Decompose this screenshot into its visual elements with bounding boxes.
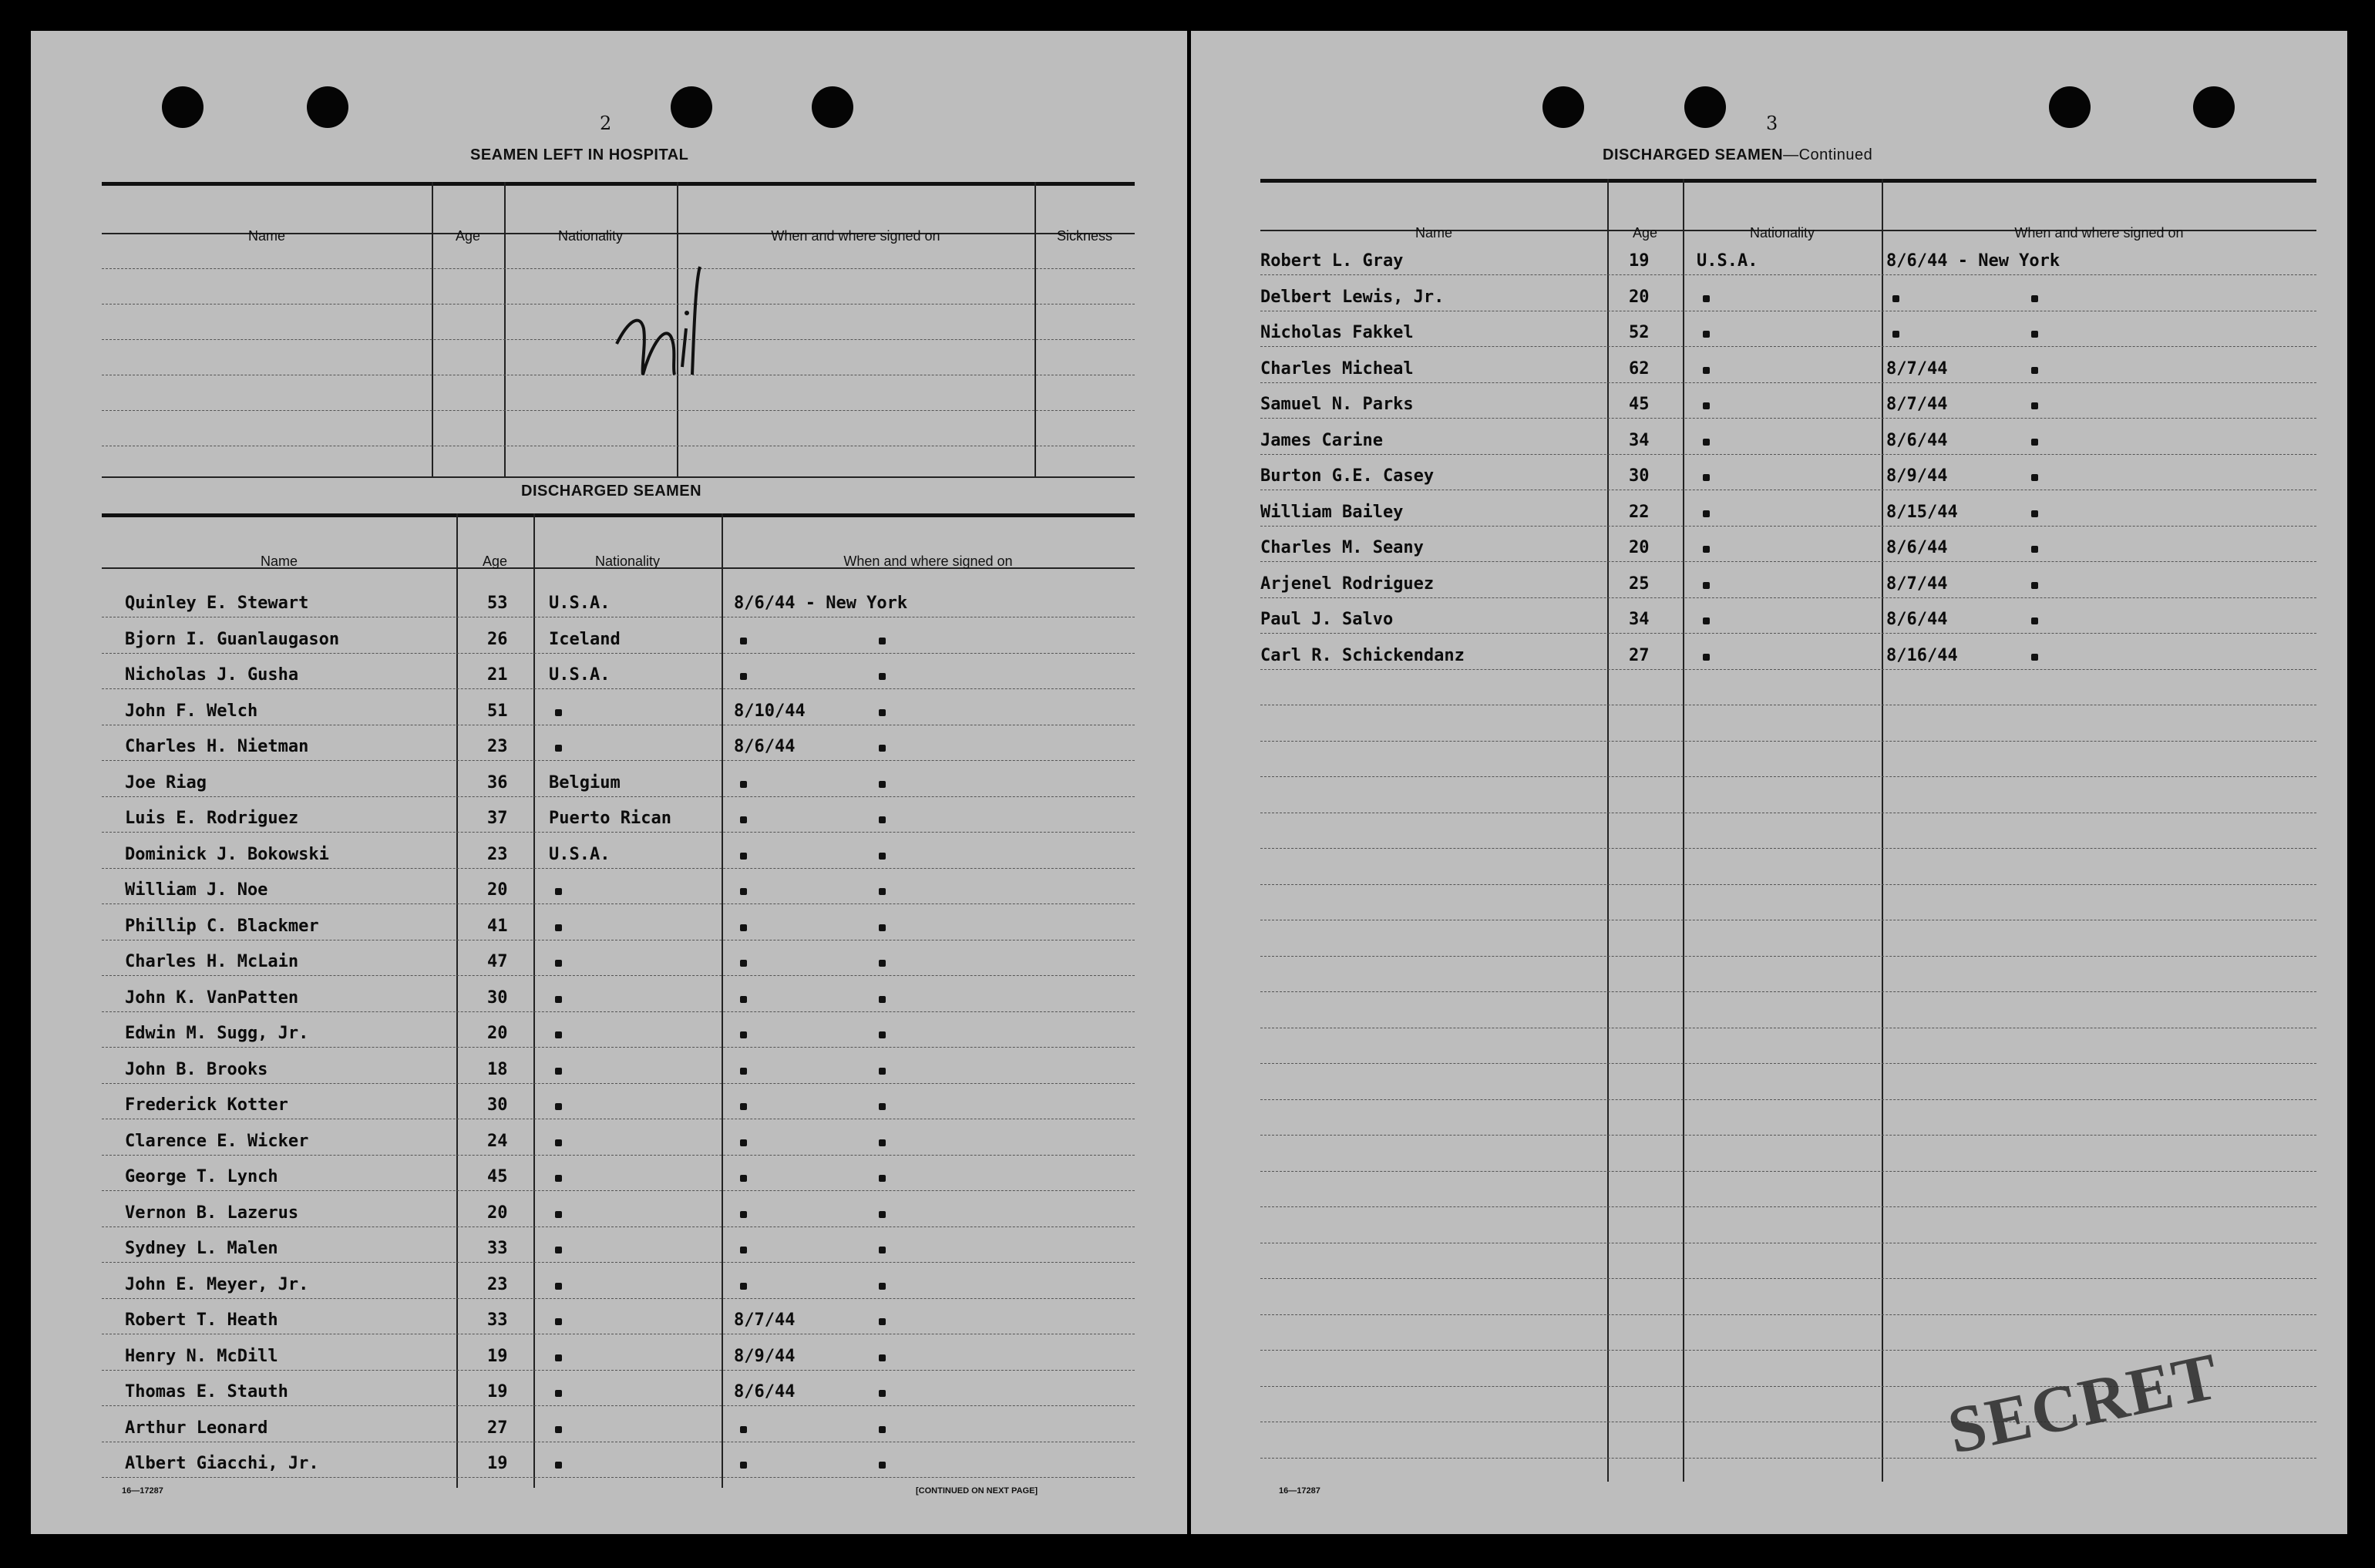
col-when-header: When and where signed on (771, 228, 940, 244)
cell-name: Quinley E. Stewart (125, 594, 309, 613)
cell-age: 26 (487, 629, 508, 649)
ditto-mark (879, 1031, 886, 1038)
form-number: 16—17287 (1279, 1486, 1320, 1496)
ditto-mark (2031, 402, 2038, 409)
cell-name: Henry N. McDill (125, 1346, 278, 1366)
cell-name: Nicholas Fakkel (1260, 323, 1414, 342)
continued-note: [CONTINUED ON NEXT PAGE] (916, 1486, 1038, 1496)
punch-hole (671, 86, 712, 128)
cell-when: 8/6/44 (734, 1382, 796, 1401)
cell-name: William J. Noe (125, 880, 268, 900)
ditto-mark (555, 924, 562, 931)
cell-when: 8/7/44 (1886, 574, 1948, 594)
ditto-mark (740, 996, 747, 1003)
cell-when: 8/6/44 (1886, 610, 1948, 629)
cell-age: 47 (487, 952, 508, 971)
cell-name: Vernon B. Lazerus (125, 1203, 299, 1223)
cell-name: Thomas E. Stauth (125, 1382, 288, 1401)
discharged-table-right (1260, 179, 2316, 1482)
cell-name: William Bailey (1260, 502, 1404, 522)
cell-name: Sydney L. Malen (125, 1239, 278, 1258)
cell-age: 37 (487, 809, 508, 828)
ditto-mark (555, 1462, 562, 1469)
cell-name: Charles M. Seany (1260, 538, 1424, 557)
cell-age: 36 (487, 772, 508, 792)
punch-hole (2193, 86, 2235, 128)
ditto-mark (555, 996, 562, 1003)
ditto-mark (1703, 617, 1710, 624)
form-number: 16—17287 (122, 1486, 163, 1496)
cell-age: 34 (1629, 430, 1650, 450)
cell-age: 53 (487, 594, 508, 613)
ditto-mark (1703, 367, 1710, 374)
col-name-header: Name (1415, 225, 1452, 241)
hospital-table (102, 182, 1135, 478)
page-number: 3 (1766, 113, 1778, 134)
cell-nat: U.S.A. (549, 665, 611, 685)
ditto-mark (1703, 331, 1710, 338)
cell-age: 25 (1629, 574, 1650, 594)
ditto-mark (2031, 654, 2038, 661)
ditto-mark (740, 673, 747, 680)
ditto-mark (1703, 582, 1710, 589)
ditto-mark (555, 709, 562, 716)
ditto-mark (879, 960, 886, 967)
ditto-mark (879, 888, 886, 895)
cell-age: 21 (487, 665, 508, 685)
ditto-mark (740, 1139, 747, 1146)
cell-name: Luis E. Rodriguez (125, 809, 299, 828)
cell-when: 8/6/44 (1886, 430, 1948, 450)
ditto-mark (740, 1211, 747, 1218)
cell-name: Charles H. McLain (125, 952, 299, 971)
cell-age: 18 (487, 1059, 508, 1079)
punch-hole (1542, 86, 1584, 128)
cell-when: 8/6/44 (734, 737, 796, 756)
cell-name: John E. Meyer, Jr. (125, 1274, 309, 1294)
ditto-mark (1703, 654, 1710, 661)
nil-handwritten-mark (609, 251, 732, 382)
ditto-mark (740, 638, 747, 644)
hospital-title: SEAMEN LEFT IN HOSPITAL (470, 146, 689, 163)
discharged-title: DISCHARGED SEAMEN (521, 483, 702, 500)
ditto-mark (555, 960, 562, 967)
ditto-mark (2031, 617, 2038, 624)
ditto-mark (740, 1103, 747, 1110)
cell-age: 23 (487, 1274, 508, 1294)
cell-when: 8/16/44 (1886, 645, 1958, 665)
cell-when: 8/10/44 (734, 701, 806, 721)
punch-hole (812, 86, 853, 128)
ditto-mark (740, 1283, 747, 1290)
cell-age: 33 (487, 1239, 508, 1258)
cell-when: 8/6/44 (1886, 538, 1948, 557)
ditto-mark (1703, 474, 1710, 481)
cell-age: 34 (1629, 610, 1650, 629)
ditto-mark (740, 924, 747, 931)
ditto-mark (2031, 295, 2038, 302)
ditto-mark (1703, 295, 1710, 302)
ditto-mark (2031, 582, 2038, 589)
cell-age: 52 (1629, 323, 1650, 342)
ditto-mark (2031, 546, 2038, 553)
ditto-mark (555, 1031, 562, 1038)
page-number: 2 (600, 113, 612, 134)
cell-age: 30 (487, 1095, 508, 1115)
ditto-mark (1892, 295, 1899, 302)
ditto-mark (555, 1211, 562, 1218)
discharged-table-left (102, 513, 1135, 1488)
cell-when: 8/7/44 (734, 1311, 796, 1330)
cell-age: 24 (487, 1131, 508, 1151)
cell-name: Paul J. Salvo (1260, 610, 1394, 629)
cell-name: James Carine (1260, 430, 1383, 450)
ditto-mark (555, 1390, 562, 1397)
cell-name: Arjenel Rodriguez (1260, 574, 1435, 594)
cell-when: 8/6/44 - New York (734, 594, 908, 613)
punch-hole (2049, 86, 2091, 128)
ditto-mark (1703, 510, 1710, 517)
cell-age: 51 (487, 701, 508, 721)
ditto-mark (555, 1318, 562, 1325)
cell-age: 19 (487, 1454, 508, 1473)
cell-name: Arthur Leonard (125, 1418, 268, 1438)
cell-name: Delbert Lewis, Jr. (1260, 287, 1445, 307)
cell-name: Frederick Kotter (125, 1095, 288, 1115)
cell-when: 8/9/44 (734, 1346, 796, 1366)
left-page (31, 31, 1187, 1534)
ditto-mark (1703, 439, 1710, 446)
col-nationality-header: Nationality (1749, 225, 1815, 241)
ditto-mark (740, 1031, 747, 1038)
ditto-mark (879, 1318, 886, 1325)
ditto-mark (879, 1247, 886, 1253)
cell-name: Phillip C. Blackmer (125, 916, 319, 936)
col-age-header: Age (482, 554, 508, 569)
cell-when: 8/7/44 (1886, 395, 1948, 414)
cell-nat: U.S.A. (549, 844, 611, 864)
ditto-mark (879, 745, 886, 752)
cell-age: 41 (487, 916, 508, 936)
ditto-mark (879, 816, 886, 823)
cell-name: Dominick J. Bokowski (125, 844, 329, 864)
cell-name: Burton G.E. Casey (1260, 466, 1435, 486)
ditto-mark (740, 1426, 747, 1433)
cell-name: John F. Welch (125, 701, 258, 721)
ditto-mark (555, 1247, 562, 1253)
cell-age: 22 (1629, 502, 1650, 522)
cell-name: John B. Brooks (125, 1059, 268, 1079)
ditto-mark (740, 781, 747, 788)
col-age-header: Age (455, 228, 481, 244)
discharged-continued-title: DISCHARGED SEAMEN—Continued (1603, 146, 1873, 163)
ditto-mark (879, 1139, 886, 1146)
cell-age: 27 (1629, 645, 1650, 665)
cell-age: 30 (1629, 466, 1650, 486)
ditto-mark (740, 816, 747, 823)
ditto-mark (555, 1354, 562, 1361)
cell-age: 33 (487, 1311, 508, 1330)
ditto-mark (740, 1247, 747, 1253)
cell-name: Robert T. Heath (125, 1311, 278, 1330)
ditto-mark (555, 1103, 562, 1110)
ditto-mark (1703, 546, 1710, 553)
ditto-mark (740, 1462, 747, 1469)
ditto-mark (2031, 331, 2038, 338)
col-nationality-header: Nationality (594, 554, 661, 569)
ditto-mark (1703, 402, 1710, 409)
punch-hole (1684, 86, 1726, 128)
ditto-mark (740, 1175, 747, 1182)
cell-when: 8/6/44 - New York (1886, 251, 2060, 271)
cell-age: 20 (487, 1024, 508, 1043)
cell-age: 19 (487, 1382, 508, 1401)
cell-age: 23 (487, 737, 508, 756)
ditto-mark (555, 1139, 562, 1146)
cell-age: 20 (487, 880, 508, 900)
cell-age: 62 (1629, 358, 1650, 379)
ditto-mark (555, 745, 562, 752)
cell-nat: U.S.A. (549, 594, 611, 613)
ditto-mark (879, 638, 886, 644)
col-nationality-header: Nationality (557, 228, 624, 244)
ditto-mark (555, 1283, 562, 1290)
cell-name: Charles H. Nietman (125, 737, 309, 756)
cell-name: Edwin M. Sugg, Jr. (125, 1024, 309, 1043)
cell-age: 27 (487, 1418, 508, 1438)
cell-name: Samuel N. Parks (1260, 395, 1414, 414)
ditto-mark (2031, 510, 2038, 517)
cell-name: George T. Lynch (125, 1167, 278, 1186)
ditto-mark (555, 1426, 562, 1433)
ditto-mark (879, 996, 886, 1003)
ditto-mark (555, 1175, 562, 1182)
ditto-mark (879, 1175, 886, 1182)
cell-age: 19 (1629, 251, 1650, 271)
cell-name: Carl R. Schickendanz (1260, 645, 1465, 665)
col-when-header: When and where signed on (843, 554, 1013, 569)
col-sickness-header: Sickness (1056, 228, 1113, 244)
cell-name: Nicholas J. Gusha (125, 665, 299, 685)
ditto-mark (740, 888, 747, 895)
ditto-mark (740, 960, 747, 967)
ditto-mark (879, 781, 886, 788)
ditto-mark (879, 1283, 886, 1290)
cell-age: 20 (1629, 538, 1650, 557)
cell-nat: Iceland (549, 629, 621, 649)
cell-nat: Belgium (549, 772, 621, 792)
ditto-mark (2031, 367, 2038, 374)
cell-name: Clarence E. Wicker (125, 1131, 309, 1151)
punch-hole (162, 86, 204, 128)
cell-name: Robert L. Gray (1260, 251, 1404, 271)
col-name-header: Name (260, 554, 298, 569)
ditto-mark (740, 853, 747, 860)
ditto-mark (2031, 474, 2038, 481)
ditto-mark (740, 1068, 747, 1075)
punch-hole (307, 86, 348, 128)
cell-when: 8/15/44 (1886, 502, 1958, 522)
cell-age: 30 (487, 988, 508, 1008)
right-page (1191, 31, 2347, 1534)
cell-name: Joe Riag (125, 772, 207, 792)
ditto-mark (1892, 331, 1899, 338)
col-name-header: Name (247, 228, 285, 244)
cell-name: Albert Giacchi, Jr. (125, 1454, 319, 1473)
cell-nat: U.S.A. (1697, 251, 1758, 271)
ditto-mark (879, 1103, 886, 1110)
ditto-mark (2031, 439, 2038, 446)
col-age-header: Age (1632, 225, 1658, 241)
cell-name: John K. VanPatten (125, 988, 299, 1008)
ditto-mark (879, 1211, 886, 1218)
ditto-mark (879, 1068, 886, 1075)
cell-when: 8/7/44 (1886, 358, 1948, 379)
ditto-mark (879, 853, 886, 860)
cell-nat: Puerto Rican (549, 809, 671, 828)
ditto-mark (879, 1354, 886, 1361)
ditto-mark (879, 1390, 886, 1397)
cell-age: 45 (487, 1167, 508, 1186)
cell-age: 19 (487, 1346, 508, 1366)
secret-stamp: SECRET (1941, 1338, 2226, 1468)
ditto-mark (555, 888, 562, 895)
col-when-header: When and where signed on (2014, 225, 2184, 241)
cell-age: 45 (1629, 395, 1650, 414)
cell-age: 23 (487, 844, 508, 864)
ditto-mark (879, 1426, 886, 1433)
cell-age: 20 (1629, 287, 1650, 307)
ditto-mark (879, 673, 886, 680)
cell-name: Bjorn I. Guanlaugason (125, 629, 340, 649)
ditto-mark (879, 709, 886, 716)
ditto-mark (879, 1462, 886, 1469)
ditto-mark (555, 1068, 562, 1075)
cell-age: 20 (487, 1203, 508, 1223)
cell-name: Charles Micheal (1260, 358, 1414, 379)
ditto-mark (879, 924, 886, 931)
cell-when: 8/9/44 (1886, 466, 1948, 486)
